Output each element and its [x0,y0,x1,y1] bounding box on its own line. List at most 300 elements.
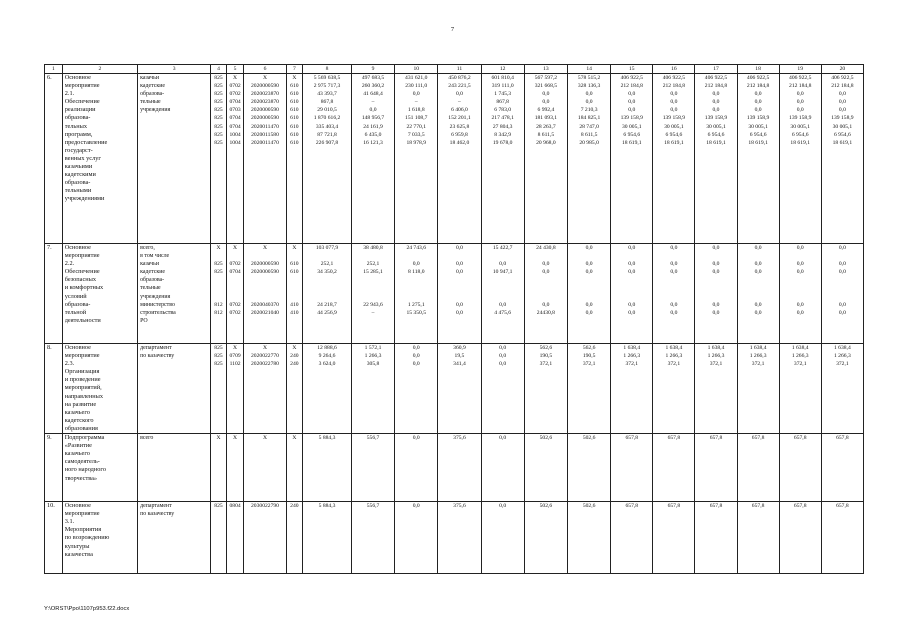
value-line: 372,1 [793,361,807,368]
value-line: 657,8 [667,435,681,442]
value-line: 1 745,3 [494,91,512,98]
value-line: 0,0 [838,99,846,106]
value-line: 497 683,5 [361,75,385,81]
value-line: 8 611,5 [580,131,598,138]
value-line: 2020000590 [251,261,279,268]
column-number: 12 [481,65,524,74]
value-line: 0,0 [412,261,420,268]
value-cell [438,502,481,574]
row-number: 8. [45,344,63,434]
value-line: 0,0 [542,301,550,308]
value-line: 5 884,3 [318,435,336,442]
value-line: 139 158,9 [746,115,770,122]
executor-line: кадетские [140,269,165,276]
value-line: 44 256,9 [317,309,337,316]
program-name-line: Мероприятия [64,526,102,534]
value-cell [303,74,352,244]
value-line: 0,0 [499,345,507,351]
row-number: 7. [45,244,63,344]
value-cell [211,244,227,344]
value-line [823,284,862,292]
value-line [439,293,479,301]
value-line: 151 108,7 [405,115,428,122]
executor-line: образова- [140,91,165,98]
value-line: 1102 [229,361,241,368]
value-line [654,293,693,301]
value-cell [481,502,524,574]
value-line: 23 625,8 [449,123,470,130]
value-cell [568,434,611,502]
value-line: 502,6 [582,435,596,442]
value-line: 29 010,5 [317,107,337,114]
program-name-line: тельной [64,308,87,316]
value-line: 2020040370 [251,301,279,308]
value-cell [395,502,438,574]
value-line: 825 [214,99,223,106]
executor-line: по казачеству [140,511,175,518]
value-line: 1 638,4 [665,345,683,351]
value-line: 0,0 [628,269,636,276]
value-line: 567 597,2 [534,75,558,81]
value-line: 18 619,1 [790,139,810,146]
value-cell [351,502,394,574]
value-cell [395,74,438,244]
value-line: 0,0 [712,309,720,316]
executor-line: всего, [140,245,155,251]
value-line: 6 954,6 [665,131,683,138]
column-number: 16 [653,65,695,74]
value-line: 406 922,5 [746,75,770,81]
value-line [396,276,436,284]
value-line: 0,0 [628,91,636,98]
program-name-line: тельных [64,122,88,130]
value-line: 0,0 [499,353,507,360]
value-line: 0,0 [670,309,678,316]
value-line: 30 005,1 [664,123,684,130]
value-line: 252,1 [366,261,380,268]
value-line: 375,6 [453,503,466,510]
program-name-line: культуры [64,542,90,550]
value-line: 0,0 [585,261,593,268]
value-cell [653,74,695,244]
value-line: 139 158,9 [620,115,643,122]
program-name-line: образова- [64,114,91,122]
value-line: 556,7 [366,503,380,510]
value-line: 28 263,7 [536,123,556,130]
value-line: 240 [290,353,299,360]
value-line: 825 [214,83,223,90]
program-name-line: Подпрограмма [64,434,105,442]
value-line: 22 770,1 [406,123,427,130]
program-name-line: казачьего [64,450,90,458]
value-cell [481,344,524,434]
value-line: 0,0 [754,107,762,114]
value-cell [351,434,394,502]
value-line: 0702 [229,83,241,90]
file-path-footer: Y:\ORST\Ppo\1107p953.f22.docx [44,606,130,612]
value-line: 321 668,5 [534,83,558,90]
value-line: 30 005,1 [706,123,726,130]
value-cell [695,502,737,574]
value-line: 2020022780 [251,361,279,368]
value-line: 0702 [229,91,241,98]
column-number: 13 [524,65,567,74]
value-line: 1 275,1 [407,301,425,308]
value-line [823,276,862,284]
value-line [228,252,243,260]
value-line: 372,1 [582,361,596,368]
value-line: 139 158,9 [789,115,812,122]
value-line [654,284,693,292]
executor-line: тельные [140,99,161,106]
value-line: Х [233,345,238,351]
program-name-line: деятельности [64,316,101,324]
value-line: 0,0 [670,261,678,268]
program-name-line: мероприятие [64,352,100,360]
value-line: 0,0 [542,91,550,98]
value-line: 0,0 [455,309,463,316]
value-line [212,284,225,292]
value-line: 502,6 [539,435,553,442]
value-line [739,252,778,260]
value-line: 0,0 [455,261,463,268]
value-line: Х [292,345,297,351]
value-line: 1 266,3 [833,353,851,360]
value-line: 2020021040 [251,309,279,316]
value-line: 0,0 [412,353,420,360]
value-line: 0,0 [754,269,762,276]
value-line: 372,1 [539,361,553,368]
value-line [612,252,651,260]
value-line: 8 611,5 [537,131,555,138]
value-line: 15 422,7 [492,245,513,251]
value-line: 4 475,6 [494,309,512,316]
column-number: 6 [244,65,286,74]
value-line [781,293,820,301]
value-line: Х [262,345,268,351]
value-line [483,276,523,284]
value-line: 0,0 [455,245,463,251]
executor-line: казачьи [140,75,159,81]
value-line [228,284,243,292]
value-cell [524,344,567,434]
value-line: 7 210,3 [580,107,598,114]
value-cell [737,244,779,344]
value-cell [438,74,481,244]
value-cell [611,434,653,502]
executor-line: казачьи [140,261,159,268]
program-name [62,502,137,574]
value-line: 0,0 [796,301,804,308]
value-line [739,293,778,301]
value-line: 502,6 [539,503,553,510]
value-line: 1 870 616,2 [313,115,341,122]
value-cell [568,502,611,574]
column-number: 4 [211,65,227,74]
value-cell [226,502,244,574]
value-line: 867,8 [496,99,509,106]
program-name-line: программ, [64,130,93,138]
value-line: 190,5 [582,353,596,360]
value-cell [481,74,524,244]
value-line [654,276,693,284]
value-cell [226,344,244,434]
value-line: 657,8 [751,435,765,442]
value-cell [438,344,481,434]
value-line: 0,0 [628,309,636,316]
program-name-line: Обеспечение [64,268,100,276]
program-name-line: Основное [64,502,91,510]
value-line: 18 619,1 [748,139,768,146]
value-line [304,276,350,284]
value-line: 212 184,8 [789,83,812,90]
value-line: 825 [214,345,223,351]
value-line: 1 266,3 [791,353,809,360]
value-line: 1 266,3 [749,353,767,360]
value-cell [821,344,863,434]
value-line: 825 [214,75,223,81]
value-line: 0,0 [796,107,804,114]
value-cell [524,244,567,344]
value-line: 18 619,1 [621,139,642,146]
value-line: 24 161,9 [363,123,383,130]
value-line [526,284,566,292]
value-line: 2020000590 [251,83,279,90]
value-line: 0709 [229,353,241,360]
value-line: 1 638,4 [707,345,725,351]
value-cell [351,244,394,344]
value-line: 5 569 638,5 [313,75,341,81]
value-line: 0,0 [499,503,507,510]
value-line: 1 638,4 [749,345,767,351]
value-line [569,276,609,284]
value-line: 0,0 [838,309,846,316]
value-line: 0,0 [670,91,678,98]
value-line: 190,5 [539,353,553,360]
value-line: 34 350,2 [317,269,337,276]
program-name-line: Организация [64,368,100,376]
row-number: 9. [45,434,63,502]
value-cell [395,244,438,344]
value-line [483,252,523,260]
value-cell [244,244,286,344]
value-line: 319 111,0 [491,83,514,90]
value-line: 2020000590 [251,115,279,122]
value-line [526,252,566,260]
value-cell [211,434,227,502]
value-line: 20 985,0 [579,139,599,146]
program-name-line: самодеятель- [64,458,100,466]
value-line: 10 947,1 [492,269,513,276]
value-cell [303,344,352,434]
value-line: 0,0 [754,245,762,251]
value-line [288,293,302,301]
value-line: 825 [214,115,223,122]
executor-line: строительства [140,309,176,316]
value-line: 0,0 [542,99,550,106]
value-line: 0,0 [585,245,593,251]
executor-line: всего [140,435,154,442]
value-cell [779,344,821,434]
value-line: 139 158,9 [662,115,686,122]
value-line: 20 968,0 [536,139,556,146]
value-line: 0,0 [838,91,846,98]
value-line: 0,0 [542,269,550,276]
program-name-line: на развитие [64,400,97,408]
column-number: 15 [611,65,653,74]
program-name [62,344,137,434]
value-line: Х [233,75,238,81]
value-line: 562,6 [539,345,553,351]
value-line: 2020022770 [251,353,279,360]
value-line: 2020011470 [251,123,279,130]
value-line: 657,8 [667,503,681,510]
row-number: 6. [45,74,63,244]
executor [138,74,211,244]
value-line: 6 954,6 [623,131,641,138]
value-cell [568,244,611,344]
value-line: 0,0 [628,261,636,268]
value-line: 0,0 [712,245,720,251]
value-line: 0,0 [412,361,420,368]
value-cell [779,502,821,574]
value-cell [438,244,481,344]
value-line: 181 093,1 [534,115,558,122]
value-cell [524,434,567,502]
value-line: 0,0 [712,107,720,114]
value-line [696,293,735,301]
program-name-line: казачества [64,550,93,558]
value-line [739,276,778,284]
value-line [696,284,735,292]
program-name-line: мероприятий, [64,384,102,392]
column-number: 5 [226,65,244,74]
value-cell [737,502,779,574]
value-line: 1 638,4 [833,345,851,351]
value-line: 252,1 [320,261,334,268]
value-line: 610 [290,83,299,90]
value-line: 0,0 [754,301,762,308]
value-line: 0,0 [455,301,463,308]
value-line: 148 956,7 [361,115,385,122]
value-line: 38 480,8 [363,245,383,251]
table-row [45,74,864,244]
value-line: 406 922,5 [789,75,812,81]
value-line: 0,0 [585,269,593,276]
value-line: 406 922,5 [831,75,854,81]
value-line: 30 005,1 [790,123,810,130]
program-name-line: Обеспечение [64,98,100,106]
value-line [288,252,302,260]
value-cell [226,244,244,344]
value-line: 372,1 [625,361,639,368]
executor-line: департамент [140,345,172,351]
value-line: 372,1 [751,361,765,368]
value-line: Х [216,435,221,442]
value-line [353,284,393,292]
value-line: 657,8 [793,503,807,510]
value-cell [737,434,779,502]
value-line [612,276,651,284]
value-line: 0,0 [455,91,463,98]
value-line: 19,5 [454,353,465,360]
value-line: 0,0 [796,99,804,106]
program-name-line: казачьими [64,163,93,171]
value-line: 0,0 [412,435,420,442]
value-line: 0,0 [499,301,507,308]
value-line: 240 [290,361,299,368]
value-line: 657,8 [709,435,723,442]
column-number: 17 [695,65,737,74]
value-line: 6 435,0 [364,131,382,138]
value-line: 0,0 [499,361,507,368]
value-line [353,252,393,260]
program-name-line: предоставление [64,138,108,146]
value-cell [244,344,286,434]
value-line: 431 621,0 [405,75,428,81]
value-line [781,284,820,292]
value-line: 657,8 [751,503,765,510]
value-line: 0702 [229,309,241,316]
executor-line: в том числе [140,253,170,260]
program-name-line: и комфортных [64,284,104,292]
value-line: 24430,8 [536,309,555,316]
value-line: 2030022790 [251,503,279,510]
value-line: 0,0 [670,99,678,106]
value-line: 0,0 [796,245,804,251]
value-line: 212 184,8 [704,83,728,90]
value-cell [211,74,227,244]
value-line [823,293,862,301]
value-line: 610 [290,99,299,106]
program-name-line: образова- [64,300,91,308]
value-line: 867,8 [320,99,334,106]
value-cell [611,502,653,574]
value-cell [286,502,303,574]
value-line: 2020023870 [251,91,279,98]
value-line [569,252,609,260]
value-line: Х [233,435,238,442]
value-cell [438,434,481,502]
value-cell [395,344,438,434]
value-line [439,276,479,284]
program-name-line: творчества» [64,474,98,482]
value-line: 610 [290,261,299,268]
value-cell [286,244,303,344]
value-line: 825 [214,269,223,276]
value-line [245,293,284,301]
executor [138,434,211,502]
table-row [45,434,864,502]
value-cell [524,74,567,244]
value-line: 825 [214,123,223,130]
value-line [439,284,479,292]
value-line: 410 [290,301,299,308]
value-line [245,252,284,260]
value-line: 230 111,0 [405,83,428,90]
program-name-line: направленных [64,392,104,400]
executor [138,502,211,574]
value-cell [653,344,695,434]
program-name-line: казачьего [64,408,90,416]
value-line: 0703 [229,107,241,114]
value-line [396,284,436,292]
value-line: – [371,309,375,316]
value-line: 1 266,3 [665,353,683,360]
value-line [569,284,609,292]
value-line: 0,0 [838,107,846,114]
value-line: 502,6 [582,503,596,510]
